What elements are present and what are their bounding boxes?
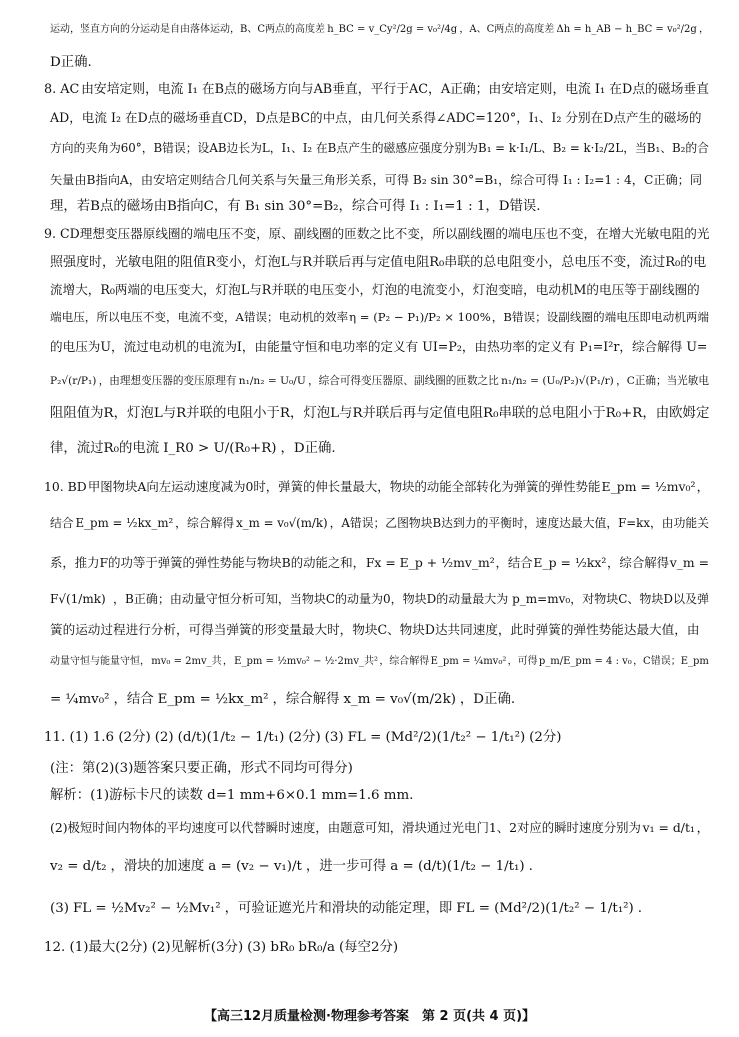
text-segment: ，B正确；由动量守恒分析可知，当物块C的动量为0，物块D的动量最大为 p_m=mv₀，对物块C、物块D以及弹: [113, 592, 709, 606]
text-segment: AD，电流 I₂ 在D点的磁场垂直CD，D点是BC的中点，由几何关系得∠ADC=120°，I₁、I₂ 分别在D点产生的磁场的: [50, 109, 702, 125]
text-segment: (2分): [288, 730, 321, 746]
text-segment: Δh = h_AB − h_BC = v₀²/2g: [556, 24, 697, 35]
text-segment: ，综合解得: [379, 656, 430, 667]
text-segment: a = (v₂ − v₁)/t: [208, 859, 302, 875]
text-segment: 簧的运动过程进行分析，可得当弹簧的形变量最大时，物块C、物块D达共同速度，此时弹簧的弹性势能达最大值，由: [50, 621, 700, 637]
text-segment: (2分): [529, 730, 562, 746]
text-segment: ，A、C两点的高度差: [459, 24, 555, 35]
text-segment: n₁/n₂ = (U₀/P₂)√(P₁/r): [501, 374, 614, 387]
text-line: [44, 930, 709, 966]
text-segment: x_m = v₀√(m/k): [236, 516, 328, 531]
text-line: [44, 582, 709, 616]
text-segment: ，滑块的加速度: [110, 859, 205, 875]
text-segment: E_p = ½kx²: [533, 554, 607, 570]
text-segment: 系，推力F的功等于弹簧的弹性势能与物块B的动能之和，: [50, 554, 366, 570]
text-segment: 甲图物块A向左运动速度减为0时，弹簧的伸长量最大，物块的动能全部转化为弹簧的弹性势能: [87, 478, 601, 494]
text-segment: x_m = v₀√(m/2k): [343, 692, 456, 708]
text-segment: 流增大，R₀两端的电压变大，灯泡L与R并联的电压变小，灯泡的电流变小，灯泡变暗，电动机M的电压等于副线圈的: [50, 281, 700, 297]
text-segment: 端电压，所以电压不变，电流不变，A错误；电动机的效率: [50, 310, 349, 325]
text-segment: ，结合: [495, 554, 533, 570]
text-segment: (2)见解析(3分): [151, 940, 244, 956]
text-segment: 解析：(1)游标卡尺的读数 d=1 mm+6×0.1 mm=1.6 mm.: [50, 788, 414, 804]
text-segment: 矢量由B指向A，由安培定则结合几何关系与矢量三角形关系，可得 B₂ sin 30°=B₁，综合可得 I₁ : I₂=1 : 4，C正确；同: [50, 172, 703, 187]
text-segment: Fx = E_p + ½mv_m²: [365, 554, 495, 570]
text-line: [44, 428, 709, 470]
text-segment: ，: [699, 24, 709, 35]
text-line: [44, 810, 709, 846]
text-line: [44, 132, 709, 166]
text-segment: mv₀ = 2mv_共: [151, 656, 222, 667]
text-line: [44, 362, 709, 400]
text-segment: FL = ½Mv₂² − ½Mv₁²: [72, 901, 221, 917]
text-segment: I_R0 > U/(R₀+R): [163, 441, 277, 457]
text-segment: ，综合可得变压器原、副线圈的匝数之比: [308, 374, 499, 387]
text-line: [44, 756, 709, 782]
text-segment: ，B错误；设副线圈的端电压即电动机两端: [491, 310, 709, 325]
text-segment: 律，流过R₀的电流: [50, 441, 160, 457]
text-segment: E_pm = ½mv₀²: [601, 478, 696, 494]
text-segment: .: [528, 859, 533, 875]
text-segment: p_m/E_pm = 4 : v₀: [538, 656, 632, 667]
text-line: [44, 276, 709, 304]
text-line: [44, 10, 709, 50]
text-line: [44, 470, 709, 504]
text-segment: D正确.: [50, 55, 92, 71]
text-line: [44, 304, 709, 332]
text-line: [44, 104, 709, 132]
text-line: [44, 50, 709, 76]
text-segment: (3): [50, 901, 69, 917]
text-segment: (每空2分): [338, 940, 399, 956]
text-line: [44, 888, 709, 930]
text-segment: ，C错误；E_pm: [633, 656, 709, 667]
text-segment: E_pm = ½kx_m²: [75, 516, 174, 531]
text-segment: 的电压为U，流过电动机的电流为I，由能量守恒和电功率的定义有 UI=P₂，由热功率的定义有 P₁=I²r，综合解得 U=: [50, 338, 708, 354]
text-line: [44, 782, 709, 810]
text-segment: ，: [696, 819, 709, 835]
text-segment: v_m =: [669, 554, 709, 570]
text-segment: 12. (1)最大(2分): [44, 940, 148, 956]
text-segment: 理，若B点的磁场由B指向C，有 B₁ sin 30°=B₂，综合可得 I₁ : I₁=1 : 1，D错误.: [50, 199, 541, 215]
text-segment: ，当B₁、B₂的合: [623, 141, 709, 156]
text-segment: E_pm = ½kx_m²: [157, 692, 269, 708]
text-segment: B₁ = k·I₁/L、B₂ = k·I₂/2L: [478, 141, 624, 156]
text-segment: FL = (Md²/2)(1/t₂² − 1/t₁²): [347, 730, 526, 746]
text-line: [44, 248, 709, 276]
text-segment: 结合: [50, 516, 74, 531]
text-line: [44, 644, 709, 680]
text-segment: ，结合: [113, 692, 154, 708]
text-line: [44, 76, 709, 104]
text-segment: 10. BD: [44, 478, 87, 494]
text-line: [44, 220, 709, 248]
text-segment: .: [637, 901, 643, 917]
text-segment: h_BC = v_Cy²/2g = v₀²/4g: [327, 24, 458, 35]
text-segment: n₁/n₂ = U₀/U: [238, 374, 306, 387]
text-segment: 9. CD: [44, 225, 80, 241]
text-segment: ，可验证遮光片和滑块的动能定理，即: [224, 901, 453, 917]
text-segment: (2): [154, 730, 174, 746]
text-segment: = ¼mv₀²: [50, 692, 110, 708]
text-segment: 8. AC: [44, 81, 80, 97]
text-segment: ，: [696, 478, 709, 494]
text-segment: ，A错误；乙图物块B达到力的平衡时，速度达最大值，F=kx，由功能关: [329, 516, 709, 531]
text-segment: 11. (1) 1.6 (2分): [44, 730, 151, 746]
page-footer: 【高三12月质量检测·物理参考答案 第 2 页(共 4 页)】: [203, 1009, 536, 1024]
text-line: [44, 544, 709, 582]
text-segment: F√(1/mk): [50, 592, 106, 606]
text-line: [44, 166, 709, 194]
text-segment: ，C正确；当光敏电: [616, 374, 709, 387]
text-line: [44, 400, 709, 428]
text-segment: ，: [222, 656, 233, 667]
text-segment: ，综合解得: [272, 692, 340, 708]
text-line: [44, 846, 709, 888]
text-segment: E_pm = ¼mv₀²: [430, 656, 507, 667]
text-line: [44, 720, 709, 756]
text-segment: bR₀/a: [298, 940, 335, 956]
text-segment: P₂√(r/P₁): [50, 374, 97, 387]
text-segment: (3): [324, 730, 344, 746]
text-segment: (3) bR₀: [247, 940, 295, 956]
text-segment: v₁ = d/t₁: [642, 819, 695, 835]
text-segment: 阻阻值为R，灯泡L与R并联的电阻小于R，灯泡L与R并联后再与定值电阻R₀串联的总电阻小于R₀+R，由欧姆定: [50, 406, 709, 422]
text-segment: 动量守恒与能量守恒，: [50, 656, 150, 667]
text-segment: v₂ = d/t₂: [50, 859, 107, 875]
text-segment: a = (d/t)(1/t₂ − 1/t₁): [390, 859, 525, 875]
text-segment: ，综合解得: [607, 554, 669, 570]
text-segment: ，D正确.: [280, 441, 336, 457]
text-segment: FL = (Md²/2)(1/t₂² − 1/t₁²): [456, 901, 634, 917]
text-segment: E_pm = ½mv₀² − ½·2mv_共²: [234, 656, 379, 667]
text-segment: ，由理想变压器的变压原理有: [98, 374, 237, 387]
text-segment: 运动，竖直方向的分运动是自由落体运动，B、C两点的高度差: [50, 24, 325, 35]
text-segment: (注：第(2)(3)题答案只要正确，形式不同均可得分): [50, 761, 353, 777]
text-segment: (d/t)(1/t₂ − 1/t₁): [177, 730, 285, 746]
text-line: [44, 194, 709, 220]
text-line: [44, 332, 709, 362]
text-segment: 方向的夹角为60°，B错误；设AB边长为L，I₁、I₂ 在B点产生的磁感应强度分别为: [50, 141, 478, 156]
text-segment: (2)极短时间内物体的平均速度可以代替瞬时速度，由题意可知，滑块通过光电门1、2对应的瞬时速度分别为: [50, 819, 641, 835]
text-segment: η = (P₂ − P₁)/P₂ × 100%: [349, 310, 491, 325]
text-segment: ，可得: [507, 656, 538, 667]
text-segment: ，D正确.: [459, 692, 516, 708]
text-line: [44, 504, 709, 544]
text-segment: 照强度时，光敏电阻的阻值R变小，灯泡L与R并联后再与定值电阻R₀串联的总电阻变小，总电压不变，流过R₀的电: [50, 254, 707, 270]
text-segment: 理想变压器原线圈的端电压不变，原、副线圈的匝数之比不变，所以副线圈的端电压也不变，在增大光敏电阻的光: [79, 225, 709, 241]
text-line: [44, 616, 709, 644]
text-line: [44, 680, 709, 720]
text-segment: ，进一步可得: [305, 859, 387, 875]
text-segment: 由安培定则，电流 I₁ 在B点的磁场方向与AB垂直，平行于AC，A正确；由安培定则，电流 I₁ 在D点的磁场垂直: [81, 81, 709, 97]
text-segment: ，综合解得: [175, 516, 235, 531]
